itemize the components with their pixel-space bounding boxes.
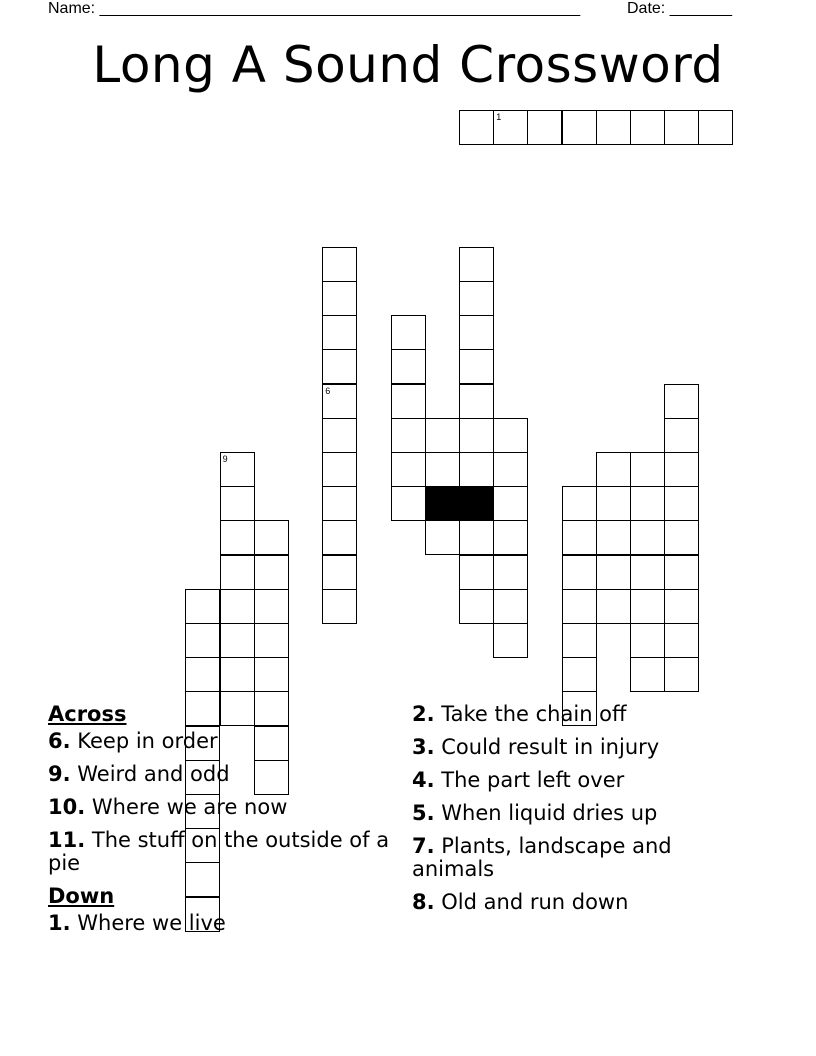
grid-cell[interactable] [459,452,494,487]
grid-cell[interactable] [698,110,733,145]
grid-cell[interactable] [322,315,357,350]
clue-item-text: Keep in order [70,729,218,753]
grid-cell[interactable] [630,110,665,145]
clue-item-number: 3. [412,735,435,759]
grid-cell[interactable] [254,555,289,590]
grid-cell[interactable] [185,657,220,692]
grid-cell[interactable] [459,281,494,316]
grid-cell[interactable] [322,555,357,590]
grid-cell[interactable] [459,384,494,419]
grid-cell[interactable] [322,247,357,282]
clue-item-number: 8. [412,890,435,914]
grid-cell[interactable] [459,247,494,282]
grid-cell[interactable] [562,555,597,590]
grid-cell[interactable] [630,623,665,658]
clue-item-text: The stuff on the outside of a pie [48,828,390,875]
grid-cell[interactable] [493,486,528,521]
grid-cell[interactable] [664,657,699,692]
grid-cell[interactable] [664,555,699,590]
clue-item-text: Take the chain off [434,702,627,726]
grid-cell[interactable] [185,623,220,658]
grid-cell[interactable] [459,520,494,555]
grid-cell[interactable] [630,486,665,521]
clue-item-text: Weird and odd [70,762,230,786]
grid-cell[interactable] [664,418,699,453]
grid-cell[interactable] [527,110,562,145]
grid-cell[interactable] [322,486,357,521]
grid-cell[interactable] [596,520,631,555]
grid-cell[interactable] [493,555,528,590]
grid-cell[interactable] [562,110,597,145]
grid-cell[interactable] [391,418,426,453]
grid-cell[interactable] [220,452,255,487]
clue-item-number: 11. [48,828,86,852]
clue-item-number: 5. [412,801,435,825]
clues-left-column [48,703,393,945]
clue-number: 6 [325,385,331,396]
grid-cell[interactable] [630,657,665,692]
grid-cell[interactable] [664,520,699,555]
grid-cell[interactable] [425,452,460,487]
grid-cell[interactable] [220,486,255,521]
grid-block [425,486,460,521]
clue-item [412,802,712,825]
grid-cell[interactable] [459,589,494,624]
clue-item-number: 1. [48,911,71,935]
grid-cell[interactable] [322,589,357,624]
grid-cell[interactable] [493,623,528,658]
down-heading: Down [48,884,115,908]
across-heading: Across [48,702,127,726]
clue-item-number: 6. [48,729,71,753]
grid-cell[interactable] [664,384,699,419]
grid-cell[interactable] [425,520,460,555]
clue-item-number: 2. [412,702,435,726]
grid-cell[interactable] [220,520,255,555]
grid-cell[interactable] [220,657,255,692]
clue-item-number: 4. [412,768,435,792]
grid-cell[interactable] [322,349,357,384]
clue-item [412,835,712,881]
clue-item-text: Plants, landscape and animals [412,834,672,881]
clue-number: 9 [222,454,228,464]
clue-item [48,829,393,875]
grid-cell[interactable] [664,110,699,145]
clue-item-number: 10. [48,795,86,819]
grid-cell[interactable] [459,110,494,145]
grid-cell[interactable] [391,486,426,521]
clue-item [412,703,712,726]
grid-cell[interactable] [562,520,597,555]
grid-cell[interactable] [220,623,255,658]
clue-item-text: When liquid dries up [434,801,658,825]
grid-cell[interactable] [630,452,665,487]
clue-item [48,796,393,819]
grid-cell[interactable] [596,486,631,521]
grid-cell[interactable] [630,555,665,590]
grid-cell[interactable] [254,623,289,658]
grid-cell[interactable] [596,452,631,487]
clue-item-text: The part left over [434,768,625,792]
grid-cell[interactable] [391,452,426,487]
clue-item-text: Where we are now [85,795,288,819]
grid-cell[interactable] [185,589,220,624]
grid-block [459,486,494,521]
clue-item-text: Could result in injury [434,735,660,759]
grid-cell[interactable] [254,657,289,692]
grid-cell[interactable] [630,520,665,555]
grid-cell[interactable] [664,486,699,521]
grid-cell[interactable] [664,623,699,658]
grid-cell[interactable] [493,418,528,453]
grid-cell[interactable] [630,589,665,624]
grid-cell[interactable] [220,555,255,590]
grid-cell[interactable] [493,110,528,145]
grid-cell[interactable] [459,418,494,453]
grid-cell[interactable] [322,452,357,487]
grid-cell[interactable] [322,384,357,419]
grid-cell[interactable] [493,452,528,487]
grid-cell[interactable] [322,418,357,453]
clue-number: 1 [496,112,502,122]
clue-item-number: 7. [412,834,435,858]
grid-cell[interactable] [322,520,357,555]
page-title: Long A Sound Crossword [92,36,724,94]
grid-cell[interactable] [493,520,528,555]
clue-item-text: Old and run down [434,890,629,914]
clue-item [412,769,712,792]
grid-cell[interactable] [562,623,597,658]
clue-item [412,736,712,759]
grid-cell[interactable] [562,486,597,521]
grid-cell[interactable] [459,349,494,384]
clue-item [48,912,393,935]
clue-item [48,763,393,786]
grid-cell[interactable] [562,657,597,692]
grid-cell[interactable] [596,110,631,145]
date-field[interactable]: Date: _______ [627,0,732,17]
grid-cell[interactable] [459,315,494,350]
grid-cell[interactable] [391,315,426,350]
grid-cell[interactable] [664,589,699,624]
grid-cell[interactable] [425,418,460,453]
grid-cell[interactable] [220,589,255,624]
grid-cell[interactable] [664,452,699,487]
grid-cell[interactable] [596,555,631,590]
grid-cell[interactable] [322,281,357,316]
clue-item [412,891,712,914]
clue-item-text: Where we live [70,911,226,935]
clue-item [48,730,393,753]
grid-cell[interactable] [596,589,631,624]
grid-cell[interactable] [391,384,426,419]
name-field[interactable]: Name: ______________________________________________________ [48,0,581,17]
grid-cell[interactable] [562,589,597,624]
grid-cell[interactable] [459,555,494,590]
clues-right-column [412,703,712,924]
grid-cell[interactable] [254,589,289,624]
grid-cell[interactable] [493,589,528,624]
grid-cell[interactable] [391,349,426,384]
clue-item-number: 9. [48,762,71,786]
grid-cell[interactable] [254,520,289,555]
